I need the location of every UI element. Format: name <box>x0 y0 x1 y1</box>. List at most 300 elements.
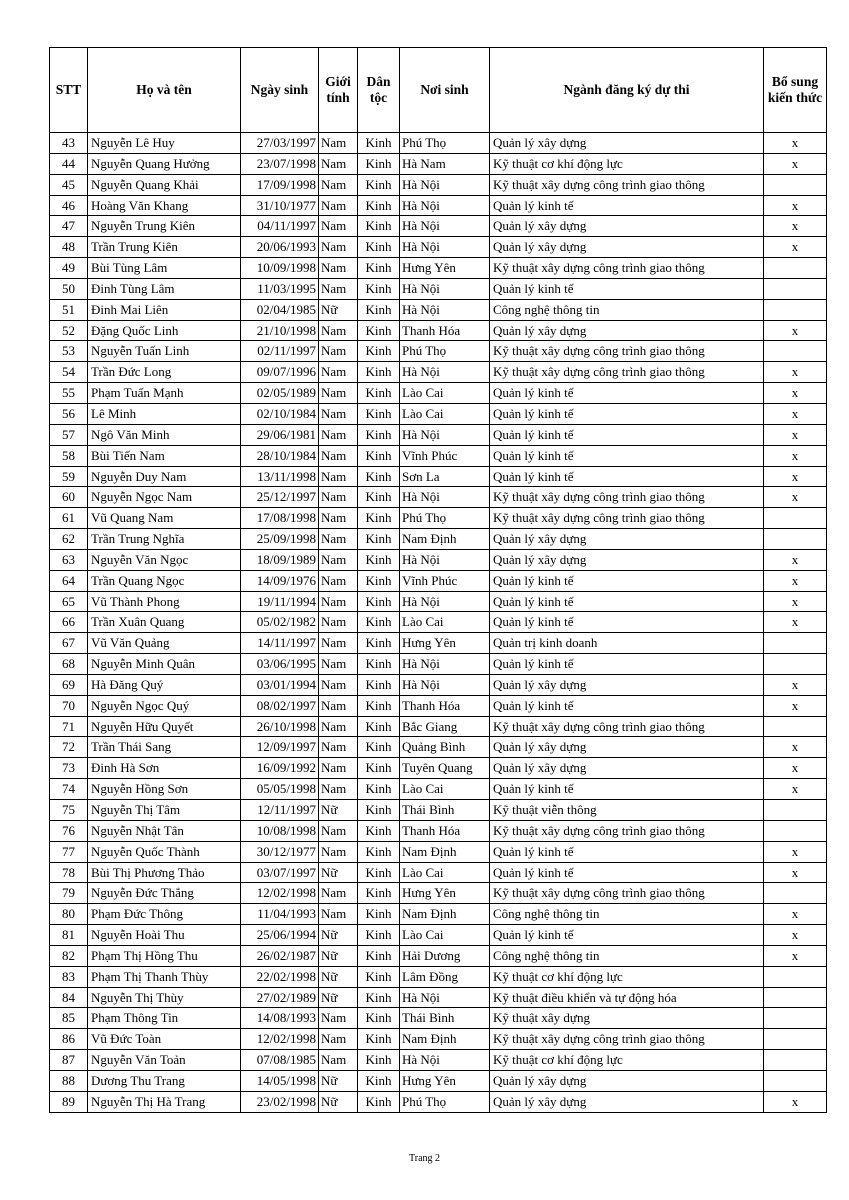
cell-stt: 70 <box>50 695 88 716</box>
cell-ethnicity: Kinh <box>358 987 400 1008</box>
cell-stt: 77 <box>50 841 88 862</box>
cell-stt: 46 <box>50 195 88 216</box>
cell-major: Kỹ thuật xây dựng công trình giao thông <box>490 341 764 362</box>
cell-sex: Nam <box>319 549 358 570</box>
cell-stt: 45 <box>50 174 88 195</box>
cell-name: Trần Trung Nghĩa <box>88 529 241 550</box>
cell-sex: Nữ <box>319 966 358 987</box>
cell-supplement: x <box>764 1091 827 1112</box>
cell-stt: 59 <box>50 466 88 487</box>
cell-birthplace: Lào Cai <box>400 612 490 633</box>
cell-birthplace: Hà Nội <box>400 487 490 508</box>
table-row <box>50 570 827 591</box>
cell-major: Quản lý xây dựng <box>490 216 764 237</box>
cell-sex: Nam <box>319 362 358 383</box>
cell-birthplace: Hà Nội <box>400 549 490 570</box>
cell-sex: Nam <box>319 612 358 633</box>
cell-stt: 79 <box>50 883 88 904</box>
cell-major: Kỹ thuật xây dựng công trình giao thông <box>490 487 764 508</box>
cell-dob: 21/10/1998 <box>241 320 319 341</box>
cell-birthplace: Thanh Hóa <box>400 820 490 841</box>
cell-major: Quản lý kinh tế <box>490 570 764 591</box>
cell-name: Bùi Thị Phương Thảo <box>88 862 241 883</box>
cell-dob: 07/08/1985 <box>241 1050 319 1071</box>
cell-ethnicity: Kinh <box>358 570 400 591</box>
cell-stt: 84 <box>50 987 88 1008</box>
cell-name: Nguyễn Trung Kiên <box>88 216 241 237</box>
cell-name: Đinh Mai Liên <box>88 299 241 320</box>
table-row <box>50 237 827 258</box>
table-body <box>50 133 827 1113</box>
cell-sex: Nam <box>319 320 358 341</box>
cell-supplement: x <box>764 758 827 779</box>
cell-name: Nguyễn Nhật Tân <box>88 820 241 841</box>
cell-name: Bùi Tùng Lâm <box>88 258 241 279</box>
cell-name: Nguyễn Văn Ngọc <box>88 549 241 570</box>
cell-dob: 11/03/1995 <box>241 278 319 299</box>
cell-birthplace: Hà Nội <box>400 362 490 383</box>
cell-dob: 30/12/1977 <box>241 841 319 862</box>
cell-birthplace: Lâm Đồng <box>400 966 490 987</box>
cell-name: Nguyễn Hồng Sơn <box>88 779 241 800</box>
cell-sex: Nam <box>319 403 358 424</box>
cell-ethnicity: Kinh <box>358 841 400 862</box>
candidate-table <box>49 47 827 1113</box>
cell-name: Nguyễn Tuấn Linh <box>88 341 241 362</box>
cell-name: Trần Xuân Quang <box>88 612 241 633</box>
table-row <box>50 320 827 341</box>
cell-stt: 62 <box>50 529 88 550</box>
cell-ethnicity: Kinh <box>358 883 400 904</box>
cell-supplement <box>764 883 827 904</box>
table-row <box>50 1050 827 1071</box>
cell-major: Kỹ thuật xây dựng <box>490 1008 764 1029</box>
cell-name: Phạm Thị Hồng Thu <box>88 945 241 966</box>
cell-major: Kỹ thuật xây dựng công trình giao thông <box>490 508 764 529</box>
cell-name: Vũ Đức Toàn <box>88 1029 241 1050</box>
cell-major: Quản lý xây dựng <box>490 529 764 550</box>
cell-name: Nguyễn Duy Nam <box>88 466 241 487</box>
cell-stt: 72 <box>50 737 88 758</box>
cell-sex: Nữ <box>319 299 358 320</box>
cell-stt: 71 <box>50 716 88 737</box>
cell-birthplace: Lào Cai <box>400 862 490 883</box>
cell-birthplace: Lào Cai <box>400 403 490 424</box>
cell-ethnicity: Kinh <box>358 529 400 550</box>
cell-stt: 68 <box>50 654 88 675</box>
page-footer: Trang 2 <box>408 1153 441 1164</box>
cell-major: Kỹ thuật cơ khí động lực <box>490 153 764 174</box>
cell-dob: 25/06/1994 <box>241 925 319 946</box>
header-name: Họ và tên <box>88 48 241 133</box>
cell-supplement <box>764 654 827 675</box>
table-row <box>50 737 827 758</box>
cell-dob: 17/09/1998 <box>241 174 319 195</box>
cell-birthplace: Lào Cai <box>400 779 490 800</box>
cell-supplement <box>764 987 827 1008</box>
cell-dob: 03/01/1994 <box>241 674 319 695</box>
cell-major: Kỹ thuật xây dựng công trình giao thông <box>490 258 764 279</box>
cell-major: Kỹ thuật cơ khí động lực <box>490 966 764 987</box>
cell-dob: 12/11/1997 <box>241 800 319 821</box>
cell-birthplace: Hà Nội <box>400 424 490 445</box>
cell-major: Quản lý kinh tế <box>490 925 764 946</box>
cell-dob: 14/11/1997 <box>241 633 319 654</box>
cell-stt: 55 <box>50 383 88 404</box>
cell-birthplace: Nam Định <box>400 1029 490 1050</box>
cell-name: Nguyễn Quốc Thành <box>88 841 241 862</box>
cell-sex: Nam <box>319 487 358 508</box>
cell-sex: Nam <box>319 383 358 404</box>
cell-supplement <box>764 1050 827 1071</box>
cell-ethnicity: Kinh <box>358 1008 400 1029</box>
cell-stt: 51 <box>50 299 88 320</box>
cell-name: Nguyễn Lê Huy <box>88 133 241 154</box>
cell-birthplace: Hà Nội <box>400 174 490 195</box>
cell-dob: 12/09/1997 <box>241 737 319 758</box>
cell-sex: Nam <box>319 174 358 195</box>
cell-supplement: x <box>764 133 827 154</box>
cell-dob: 22/02/1998 <box>241 966 319 987</box>
cell-stt: 47 <box>50 216 88 237</box>
cell-ethnicity: Kinh <box>358 549 400 570</box>
table-row <box>50 758 827 779</box>
cell-sex: Nam <box>319 1008 358 1029</box>
table-row <box>50 258 827 279</box>
cell-stt: 50 <box>50 278 88 299</box>
cell-ethnicity: Kinh <box>358 758 400 779</box>
cell-name: Nguyễn Thị Thùy <box>88 987 241 1008</box>
cell-dob: 11/04/1993 <box>241 904 319 925</box>
cell-birthplace: Nam Định <box>400 841 490 862</box>
cell-name: Vũ Quang Nam <box>88 508 241 529</box>
header-supplement: Bổ sung kiến thức <box>764 48 827 133</box>
cell-birthplace: Hà Nội <box>400 674 490 695</box>
cell-name: Đinh Tùng Lâm <box>88 278 241 299</box>
cell-name: Nguyễn Hữu Quyết <box>88 716 241 737</box>
cell-major: Quản lý kinh tế <box>490 779 764 800</box>
cell-birthplace: Hà Nội <box>400 654 490 675</box>
cell-ethnicity: Kinh <box>358 133 400 154</box>
cell-dob: 28/10/1984 <box>241 445 319 466</box>
cell-supplement: x <box>764 320 827 341</box>
cell-birthplace: Phú Thọ <box>400 508 490 529</box>
cell-dob: 02/11/1997 <box>241 341 319 362</box>
cell-birthplace: Hưng Yên <box>400 1070 490 1091</box>
cell-name: Bùi Tiến Nam <box>88 445 241 466</box>
table-row <box>50 466 827 487</box>
cell-dob: 27/02/1989 <box>241 987 319 1008</box>
table-row <box>50 529 827 550</box>
cell-supplement: x <box>764 424 827 445</box>
cell-major: Quản lý xây dựng <box>490 237 764 258</box>
cell-sex: Nam <box>319 591 358 612</box>
cell-ethnicity: Kinh <box>358 403 400 424</box>
cell-name: Hoàng Văn Khang <box>88 195 241 216</box>
cell-ethnicity: Kinh <box>358 779 400 800</box>
cell-supplement <box>764 258 827 279</box>
cell-sex: Nam <box>319 133 358 154</box>
cell-name: Trần Quang Ngọc <box>88 570 241 591</box>
cell-birthplace: Sơn La <box>400 466 490 487</box>
cell-supplement <box>764 1029 827 1050</box>
cell-dob: 29/06/1981 <box>241 424 319 445</box>
table-row <box>50 841 827 862</box>
cell-sex: Nam <box>319 195 358 216</box>
table-row <box>50 883 827 904</box>
cell-sex: Nam <box>319 153 358 174</box>
header-major: Ngành đăng ký dự thi <box>490 48 764 133</box>
cell-dob: 04/11/1997 <box>241 216 319 237</box>
cell-supplement: x <box>764 674 827 695</box>
cell-supplement: x <box>764 549 827 570</box>
cell-major: Quản lý kinh tế <box>490 383 764 404</box>
cell-stt: 89 <box>50 1091 88 1112</box>
cell-stt: 49 <box>50 258 88 279</box>
cell-ethnicity: Kinh <box>358 174 400 195</box>
cell-dob: 17/08/1998 <box>241 508 319 529</box>
cell-name: Nguyễn Hoài Thu <box>88 925 241 946</box>
cell-major: Quản lý kinh tế <box>490 591 764 612</box>
cell-ethnicity: Kinh <box>358 800 400 821</box>
cell-birthplace: Thái Bình <box>400 800 490 821</box>
cell-dob: 03/07/1997 <box>241 862 319 883</box>
table-row <box>50 383 827 404</box>
cell-supplement <box>764 341 827 362</box>
cell-supplement <box>764 278 827 299</box>
cell-major: Quản lý kinh tế <box>490 612 764 633</box>
cell-supplement: x <box>764 153 827 174</box>
cell-sex: Nam <box>319 1029 358 1050</box>
cell-ethnicity: Kinh <box>358 445 400 466</box>
cell-supplement: x <box>764 403 827 424</box>
cell-dob: 10/09/1998 <box>241 258 319 279</box>
cell-ethnicity: Kinh <box>358 237 400 258</box>
cell-birthplace: Hà Nội <box>400 216 490 237</box>
cell-ethnicity: Kinh <box>358 654 400 675</box>
cell-ethnicity: Kinh <box>358 695 400 716</box>
cell-birthplace: Hà Nội <box>400 987 490 1008</box>
cell-sex: Nam <box>319 278 358 299</box>
cell-stt: 76 <box>50 820 88 841</box>
cell-supplement: x <box>764 904 827 925</box>
cell-major: Công nghệ thông tin <box>490 945 764 966</box>
cell-supplement: x <box>764 237 827 258</box>
cell-sex: Nam <box>319 758 358 779</box>
table-row <box>50 487 827 508</box>
cell-name: Nguyễn Ngọc Quý <box>88 695 241 716</box>
table-row <box>50 674 827 695</box>
cell-major: Quản lý kinh tế <box>490 862 764 883</box>
cell-birthplace: Thanh Hóa <box>400 695 490 716</box>
cell-supplement <box>764 174 827 195</box>
cell-name: Nguyễn Đức Thắng <box>88 883 241 904</box>
cell-name: Đinh Hà Sơn <box>88 758 241 779</box>
header-sex: Giới tính <box>319 48 358 133</box>
cell-stt: 52 <box>50 320 88 341</box>
cell-major: Quản lý xây dựng <box>490 1070 764 1091</box>
cell-birthplace: Hưng Yên <box>400 633 490 654</box>
cell-name: Phạm Tuấn Mạnh <box>88 383 241 404</box>
cell-birthplace: Phú Thọ <box>400 341 490 362</box>
cell-stt: 75 <box>50 800 88 821</box>
table-row <box>50 153 827 174</box>
cell-major: Kỹ thuật cơ khí động lực <box>490 1050 764 1071</box>
cell-name: Trần Thái Sang <box>88 737 241 758</box>
cell-dob: 26/10/1998 <box>241 716 319 737</box>
cell-name: Nguyễn Thị Tâm <box>88 800 241 821</box>
cell-name: Nguyễn Quang Khải <box>88 174 241 195</box>
cell-dob: 05/02/1982 <box>241 612 319 633</box>
cell-stt: 88 <box>50 1070 88 1091</box>
cell-ethnicity: Kinh <box>358 508 400 529</box>
cell-major: Quản lý kinh tế <box>490 195 764 216</box>
table-row <box>50 820 827 841</box>
header-stt: STT <box>50 48 88 133</box>
cell-sex: Nữ <box>319 1070 358 1091</box>
cell-major: Kỹ thuật xây dựng công trình giao thông <box>490 716 764 737</box>
cell-sex: Nữ <box>319 945 358 966</box>
table-row <box>50 195 827 216</box>
cell-birthplace: Nam Định <box>400 904 490 925</box>
cell-supplement: x <box>764 445 827 466</box>
cell-major: Quản lý kinh tế <box>490 445 764 466</box>
cell-dob: 03/06/1995 <box>241 654 319 675</box>
cell-dob: 20/06/1993 <box>241 237 319 258</box>
cell-supplement <box>764 1070 827 1091</box>
cell-major: Quản lý xây dựng <box>490 549 764 570</box>
cell-ethnicity: Kinh <box>358 1050 400 1071</box>
cell-birthplace: Phú Thọ <box>400 133 490 154</box>
cell-ethnicity: Kinh <box>358 945 400 966</box>
cell-ethnicity: Kinh <box>358 466 400 487</box>
cell-ethnicity: Kinh <box>358 862 400 883</box>
cell-ethnicity: Kinh <box>358 487 400 508</box>
cell-major: Quản lý xây dựng <box>490 133 764 154</box>
cell-supplement <box>764 529 827 550</box>
cell-supplement: x <box>764 841 827 862</box>
cell-major: Kỹ thuật xây dựng công trình giao thông <box>490 820 764 841</box>
cell-dob: 08/02/1997 <box>241 695 319 716</box>
cell-birthplace: Thái Bình <box>400 1008 490 1029</box>
cell-supplement: x <box>764 591 827 612</box>
cell-dob: 02/05/1989 <box>241 383 319 404</box>
table-row <box>50 549 827 570</box>
cell-sex: Nữ <box>319 862 358 883</box>
cell-sex: Nam <box>319 654 358 675</box>
cell-major: Quản lý kinh tế <box>490 466 764 487</box>
cell-supplement: x <box>764 195 827 216</box>
cell-major: Kỹ thuật xây dựng công trình giao thông <box>490 1029 764 1050</box>
cell-name: Nguyễn Minh Quân <box>88 654 241 675</box>
cell-supplement: x <box>764 487 827 508</box>
cell-birthplace: Bắc Giang <box>400 716 490 737</box>
cell-stt: 58 <box>50 445 88 466</box>
cell-ethnicity: Kinh <box>358 195 400 216</box>
table-row <box>50 695 827 716</box>
cell-supplement: x <box>764 737 827 758</box>
cell-name: Nguyễn Văn Toản <box>88 1050 241 1071</box>
cell-stt: 82 <box>50 945 88 966</box>
cell-stt: 43 <box>50 133 88 154</box>
cell-ethnicity: Kinh <box>358 278 400 299</box>
cell-sex: Nam <box>319 820 358 841</box>
cell-name: Nguyễn Quang Hưởng <box>88 153 241 174</box>
cell-birthplace: Hưng Yên <box>400 258 490 279</box>
table-row <box>50 216 827 237</box>
table-row <box>50 654 827 675</box>
cell-sex: Nam <box>319 341 358 362</box>
cell-dob: 14/09/1976 <box>241 570 319 591</box>
cell-sex: Nam <box>319 633 358 654</box>
table-row <box>50 1091 827 1112</box>
cell-ethnicity: Kinh <box>358 1029 400 1050</box>
cell-stt: 54 <box>50 362 88 383</box>
cell-sex: Nam <box>319 570 358 591</box>
cell-sex: Nam <box>319 674 358 695</box>
cell-name: Lê Minh <box>88 403 241 424</box>
table-row <box>50 424 827 445</box>
cell-dob: 02/04/1985 <box>241 299 319 320</box>
cell-name: Dương Thu Trang <box>88 1070 241 1091</box>
cell-ethnicity: Kinh <box>358 320 400 341</box>
cell-sex: Nam <box>319 695 358 716</box>
cell-dob: 18/09/1989 <box>241 549 319 570</box>
cell-supplement <box>764 800 827 821</box>
cell-dob: 19/11/1994 <box>241 591 319 612</box>
cell-birthplace: Vĩnh Phúc <box>400 445 490 466</box>
cell-birthplace: Vĩnh Phúc <box>400 570 490 591</box>
cell-stt: 67 <box>50 633 88 654</box>
cell-birthplace: Hà Nam <box>400 153 490 174</box>
cell-dob: 09/07/1996 <box>241 362 319 383</box>
cell-birthplace: Tuyên Quang <box>400 758 490 779</box>
cell-birthplace: Lào Cai <box>400 925 490 946</box>
cell-supplement: x <box>764 362 827 383</box>
cell-dob: 02/10/1984 <box>241 403 319 424</box>
cell-supplement: x <box>764 779 827 800</box>
cell-dob: 25/09/1998 <box>241 529 319 550</box>
table-row <box>50 362 827 383</box>
cell-sex: Nam <box>319 904 358 925</box>
cell-major: Công nghệ thông tin <box>490 299 764 320</box>
cell-ethnicity: Kinh <box>358 383 400 404</box>
header-dob: Ngày sinh <box>241 48 319 133</box>
table-row <box>50 1070 827 1091</box>
cell-sex: Nam <box>319 529 358 550</box>
cell-dob: 23/02/1998 <box>241 1091 319 1112</box>
cell-ethnicity: Kinh <box>358 153 400 174</box>
cell-dob: 12/02/1998 <box>241 883 319 904</box>
cell-name: Ngô Văn Minh <box>88 424 241 445</box>
cell-ethnicity: Kinh <box>358 1070 400 1091</box>
table-row <box>50 779 827 800</box>
cell-dob: 13/11/1998 <box>241 466 319 487</box>
cell-major: Quản lý kinh tế <box>490 654 764 675</box>
cell-name: Vũ Thành Phong <box>88 591 241 612</box>
table-row <box>50 1008 827 1029</box>
cell-stt: 74 <box>50 779 88 800</box>
cell-major: Quản lý xây dựng <box>490 737 764 758</box>
cell-birthplace: Quảng Bình <box>400 737 490 758</box>
cell-birthplace: Thanh Hóa <box>400 320 490 341</box>
cell-ethnicity: Kinh <box>358 904 400 925</box>
cell-dob: 05/05/1998 <box>241 779 319 800</box>
cell-supplement: x <box>764 466 827 487</box>
cell-major: Kỹ thuật xây dựng công trình giao thông <box>490 362 764 383</box>
cell-major: Quản lý kinh tế <box>490 841 764 862</box>
table-row <box>50 966 827 987</box>
